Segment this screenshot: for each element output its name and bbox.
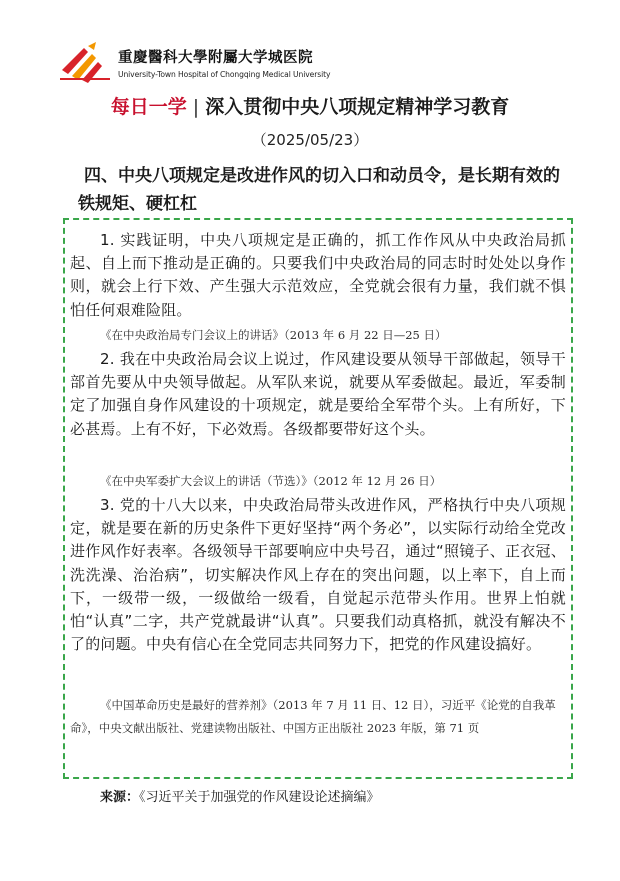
hospital-logo-icon <box>58 40 114 84</box>
section-heading: 四、中央八项规定是改进作风的切入口和动员令，是长期有效的铁规矩、硬杠杠 <box>78 166 560 214</box>
page-date: （2025/05/23） <box>251 131 369 149</box>
title-main: 深入贯彻中央八项规定精神学习教育 <box>205 96 510 118</box>
hospital-name-cn: 重慶醫科大學附屬大学城医院 <box>118 49 313 66</box>
footer-text: 《习近平关于加强党的作风建设论述摘编》 <box>139 790 380 805</box>
quote-2-text: 2. 我在中央政治局会议上说过，作风建设要从领导干部做起，领导干部首先要从中央领导做起。从军队来说，就要从军委做起。最近，军委制定了加强自身作风建设的十项规定，就是要给全军带个头。上有所好，下必甚焉。上有不好，下必效焉。各级都要带好这个头。 <box>70 350 566 438</box>
quote-1-source: 《在中央政治局专门会议上的讲话》（2013 年 6 月 22 日—25 日） <box>100 328 447 342</box>
hospital-name-en: University-Town Hospital of Chongqing Medical University <box>118 70 331 79</box>
page-title <box>0 92 620 119</box>
source-footer <box>100 786 380 805</box>
title-prefix: 每日一学 <box>110 96 187 118</box>
quote-3-text: 3. 党的十八大以来，中央政治局带头改进作风，严格执行中央八项规定，就是要在新的历史条件下更好坚持“两个务必”，以实际行动给全党改进作风作好表率。各级领导干部要响应中央号召，通过“照镜子、正衣冠、洗洗澡、治治病”，切实解决作风上存在的突出问题，以上率下，自上而下，一级带一级，一级做给一级看，自觉起示范带头作用。世界上怕就怕“认真”二字，共产党就最讲“认真”。只要我们动真格抓，就没有解决不了的问题。中央有信心在全党同志共同努力下，把党的作风建设搞好。 <box>70 496 566 654</box>
quote-1-text: 1. 实践证明，中央八项规定是正确的，抓工作作风从中央政治局抓起、自上而下推动是正确的。只要我们中央政治局的同志时时处处以身作则，就会上行下效、产生强大示范效应，全党就会很有力量，我们就不惧怕任何艰难险阻。 <box>70 231 566 319</box>
quote-2-source: 《在中央军委扩大会议上的讲话（节选）》（2012 年 12 月 26 日） <box>100 474 442 488</box>
title-separator: | <box>192 96 200 118</box>
footer-label: 来源： <box>100 790 140 805</box>
quote-3-source: 《中国革命历史是最好的营养剂》（2013 年 7 月 11 日、12 日），习近平《论党的自我革命》，中央文献出版社、党建读物出版社、中国方正出版社 2023 年版，第 71 页 <box>70 698 556 735</box>
hospital-header <box>58 40 378 88</box>
